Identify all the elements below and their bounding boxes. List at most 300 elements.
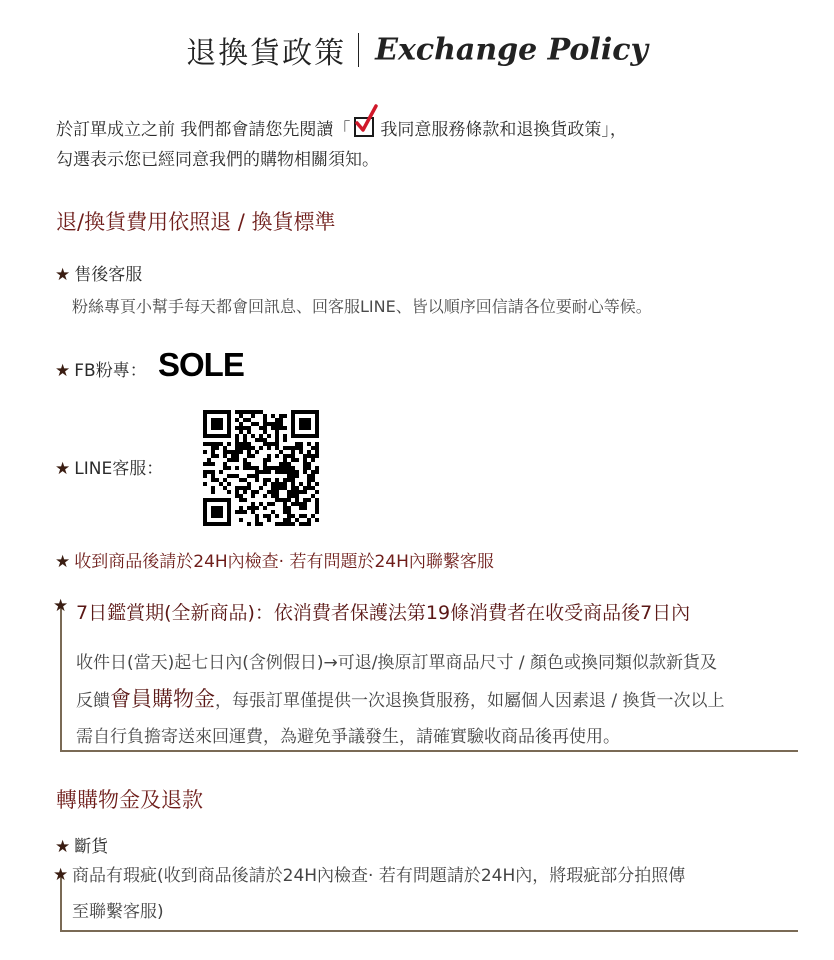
qr-module [283,478,287,482]
qr-module [211,446,215,450]
qr-module [303,410,307,414]
qr-module [239,478,243,482]
qr-module [303,426,307,430]
qr-module [263,482,267,486]
star-icon: ★ [53,596,69,616]
qr-module [283,482,287,486]
qr-module [267,478,271,482]
qr-module [291,430,295,434]
qr-module [227,490,231,494]
qr-module [263,458,267,462]
qr-module [203,518,207,522]
qr-module [315,418,319,422]
qr-module [235,474,239,478]
qr-module [279,422,283,426]
qr-module [239,506,243,510]
qr-module [227,506,231,510]
line-service-row [55,454,163,479]
qr-module [299,410,303,414]
qr-module [291,446,295,450]
qr-module [287,466,291,470]
qr-module [223,434,227,438]
qr-module [275,418,279,422]
qr-module [307,434,311,438]
qr-module [247,486,251,490]
qr-module [251,490,255,494]
qr-module [271,490,275,494]
trial-period-paragraph [76,645,725,755]
qr-module [263,478,267,482]
trial-line-1: 收件日(當天)起七日內(含例假日)→可退/換原訂單商品尺寸 / 顏色或換同類似款新貨及 [76,653,718,673]
star-icon: ★ [55,552,71,572]
qr-module [251,422,255,426]
qr-module [215,426,219,430]
qr-module [295,434,299,438]
qr-module [287,478,291,482]
qr-module [315,470,319,474]
qr-module [211,426,215,430]
qr-module [295,474,299,478]
qr-module [219,410,223,414]
qr-module [247,482,251,486]
qr-module [283,506,287,510]
qr-module [315,446,319,450]
qr-module [223,410,227,414]
qr-module [291,454,295,458]
qr-module [203,426,207,430]
qr-module [275,482,279,486]
intro-paragraph [56,115,796,175]
qr-module [227,450,231,454]
qr-module [295,410,299,414]
qr-module [239,422,243,426]
qr-module [299,506,303,510]
qr-module [279,498,283,502]
qr-module [299,522,303,526]
qr-module [239,446,243,450]
qr-module [203,414,207,418]
qr-module [315,450,319,454]
checked-checkbox-icon [354,117,374,137]
qr-module [247,506,251,510]
qr-module [227,430,231,434]
qr-module [291,410,295,414]
qr-module [255,478,259,482]
qr-module [291,450,295,454]
qr-module [283,434,287,438]
qr-module [303,522,307,526]
qr-module [215,434,219,438]
qr-module [271,482,275,486]
qr-module [283,498,287,502]
qr-module [235,494,239,498]
qr-module [263,470,267,474]
qr-module [263,462,267,466]
qr-module [255,438,259,442]
qr-module [255,474,259,478]
qr-module [243,426,247,430]
qr-module [275,446,279,450]
qr-module [227,426,231,430]
qr-module [303,466,307,470]
qr-module [315,430,319,434]
qr-module [295,442,299,446]
qr-module [211,498,215,502]
qr-module [203,430,207,434]
after-sales-row [55,260,142,285]
qr-module [227,510,231,514]
qr-module [251,494,255,498]
qr-module [315,466,319,470]
qr-module [203,470,207,474]
qr-module [255,450,259,454]
qr-module [283,486,287,490]
inspect-note-row [55,547,494,572]
qr-module [307,474,311,478]
qr-module [283,458,287,462]
qr-module [231,450,235,454]
qr-module [219,418,223,422]
qr-module [203,450,207,454]
qr-module [235,426,239,430]
qr-module [235,442,239,446]
qr-module [275,486,279,490]
qr-module [251,434,255,438]
qr-module [299,490,303,494]
qr-module [287,510,291,514]
qr-module [247,410,251,414]
qr-module [215,442,219,446]
qr-module [267,502,271,506]
qr-module [239,498,243,502]
qr-module [311,410,315,414]
qr-module [263,418,267,422]
qr-module [243,446,247,450]
qr-module [255,506,259,510]
qr-module [275,426,279,430]
qr-module [311,434,315,438]
qr-module [291,458,295,462]
qr-module [219,422,223,426]
qr-module [255,518,259,522]
qr-module [275,438,279,442]
qr-module [271,422,275,426]
qr-module [291,434,295,438]
qr-module [215,454,219,458]
star-icon: ★ [55,265,71,285]
qr-module [291,514,295,518]
qr-module [215,422,219,426]
qr-module [299,446,303,450]
qr-module [271,442,275,446]
qr-module [283,414,287,418]
qr-module [227,442,231,446]
qr-module [235,450,239,454]
qr-module [243,510,247,514]
qr-module [223,454,227,458]
qr-module [247,430,251,434]
qr-module [203,498,207,502]
title-divider [358,33,359,67]
qr-module [307,482,311,486]
qr-module [303,514,307,518]
qr-module [211,442,215,446]
qr-module [215,478,219,482]
qr-module [315,502,319,506]
qr-module [211,450,215,454]
qr-module [283,518,287,522]
qr-module [239,450,243,454]
qr-module [255,410,259,414]
qr-module [315,426,319,430]
qr-module [215,510,219,514]
qr-module [235,458,239,462]
star-icon: ★ [55,361,71,381]
qr-module [283,454,287,458]
qr-module [231,474,235,478]
qr-module [259,522,263,526]
qr-module [307,442,311,446]
qr-module [219,442,223,446]
qr-module [203,522,207,526]
title-chinese: 退換貨政策 [186,36,347,71]
qr-module [279,414,283,418]
qr-module [267,442,271,446]
qr-module [235,510,239,514]
qr-module [299,422,303,426]
qr-module [271,510,275,514]
qr-module [275,478,279,482]
qr-module [207,442,211,446]
qr-module [247,426,251,430]
fb-label: FB粉專： [74,361,147,381]
qr-module [227,502,231,506]
qr-module [287,506,291,510]
qr-module [275,514,279,518]
qr-module [219,514,223,518]
qr-module [207,462,211,466]
qr-module [211,486,215,490]
defect-line-2: 至聯繫客服) [72,902,164,922]
qr-module [263,466,267,470]
qr-module [295,470,299,474]
qr-module [227,498,231,502]
qr-module [203,502,207,506]
qr-module [255,466,259,470]
qr-module [299,450,303,454]
qr-module [207,410,211,414]
qr-module [291,522,295,526]
qr-module [315,434,319,438]
intro-line-1: 於訂單成立之前 我們都會請您先閱讀「 我同意服務條款和退換貨政策」， [56,115,796,145]
qr-module [311,474,315,478]
qr-module [267,514,271,518]
qr-module [223,450,227,454]
qr-module [315,490,319,494]
qr-module [295,498,299,502]
trial-period-heading: 7日鑑賞期(全新商品)：依消費者保護法第19條消費者在收受商品後7日內 [76,602,691,624]
qr-module [203,418,207,422]
qr-module [243,458,247,462]
qr-module [291,494,295,498]
qr-module [291,486,295,490]
qr-module [235,410,239,414]
qr-module [299,434,303,438]
qr-module [215,506,219,510]
qr-module [279,418,283,422]
qr-module [211,434,215,438]
qr-module [279,482,283,486]
qr-module [207,522,211,526]
inspect-note-text: 收到商品後請於24H內檢查‧ 若有問題於24H內聯繫客服 [74,552,494,572]
qr-module [231,454,235,458]
qr-module [247,446,251,450]
qr-module [227,466,231,470]
out-of-stock-row [55,832,108,857]
sole-logo[interactable]: SOLE [158,346,244,383]
qr-module [247,474,251,478]
qr-module [279,462,283,466]
qr-module [211,418,215,422]
qr-module [203,474,207,478]
qr-module [251,474,255,478]
qr-module [203,462,207,466]
qr-module [211,410,215,414]
qr-module [235,446,239,450]
qr-module [251,466,255,470]
qr-module [311,486,315,490]
qr-module [259,502,263,506]
qr-module [275,490,279,494]
qr-module [211,506,215,510]
qr-module [295,458,299,462]
qr-module [275,454,279,458]
qr-module [315,422,319,426]
qr-module [283,426,287,430]
qr-module [311,514,315,518]
fb-row [55,356,147,381]
qr-module [223,486,227,490]
qr-module [267,470,271,474]
qr-module [235,438,239,442]
qr-module [227,434,231,438]
qr-module [287,498,291,502]
qr-module [291,470,295,474]
qr-module [247,462,251,466]
qr-module [223,498,227,502]
line-qr-code[interactable] [203,410,319,526]
star-icon: ★ [53,865,69,885]
qr-module [291,422,295,426]
qr-module [315,498,319,502]
qr-module [275,470,279,474]
qr-module [215,514,219,518]
qr-module [255,422,259,426]
qr-module [227,518,231,522]
qr-module [307,522,311,526]
out-of-stock-label: 斷貨 [74,837,109,857]
qr-module [239,518,243,522]
qr-module [223,466,227,470]
qr-module [275,522,279,526]
defect-paragraph [72,858,685,930]
qr-module [263,426,267,430]
qr-module [251,446,255,450]
qr-module [207,498,211,502]
qr-module [243,462,247,466]
member-credit-highlight: 會員購物金 [110,687,215,711]
qr-module [287,494,291,498]
qr-module [315,482,319,486]
qr-module [279,522,283,526]
qr-module [287,446,291,450]
qr-module [279,466,283,470]
qr-module [259,438,263,442]
qr-module [275,442,279,446]
qr-module [295,502,299,506]
qr-module [211,454,215,458]
qr-module [211,522,215,526]
qr-module [283,466,287,470]
qr-module [227,474,231,478]
qr-module [287,462,291,466]
qr-module [283,446,287,450]
qr-module [243,438,247,442]
qr-module [247,454,251,458]
qr-module [287,514,291,518]
qr-module [291,490,295,494]
qr-module [235,418,239,422]
qr-module [287,470,291,474]
qr-module [311,494,315,498]
qr-module [303,506,307,510]
qr-module [203,514,207,518]
qr-module [263,422,267,426]
qr-module [303,458,307,462]
qr-module [295,446,299,450]
qr-module [287,522,291,526]
qr-module [283,462,287,466]
qr-module [211,462,215,466]
qr-module [271,466,275,470]
qr-module [287,490,291,494]
qr-module [291,426,295,430]
trial-line-2: 反饋會員購物金，每張訂單僅提供一次退換貨服務，如屬個人因素退 / 換貨一次以上 [76,687,725,711]
star-icon: ★ [55,459,71,479]
qr-module [299,426,303,430]
qr-module [223,478,227,482]
qr-module [223,522,227,526]
qr-module [267,434,271,438]
qr-module [307,462,311,466]
qr-module [279,450,283,454]
qr-module [239,510,243,514]
qr-module [315,410,319,414]
qr-module [211,514,215,518]
qr-module [303,502,307,506]
qr-module [239,494,243,498]
qr-module [207,470,211,474]
qr-module [219,510,223,514]
qr-module [291,466,295,470]
qr-module [255,522,259,526]
qr-module [223,446,227,450]
qr-module [271,414,275,418]
qr-module [263,430,267,434]
qr-module [275,434,279,438]
qr-module [243,418,247,422]
qr-module [299,502,303,506]
